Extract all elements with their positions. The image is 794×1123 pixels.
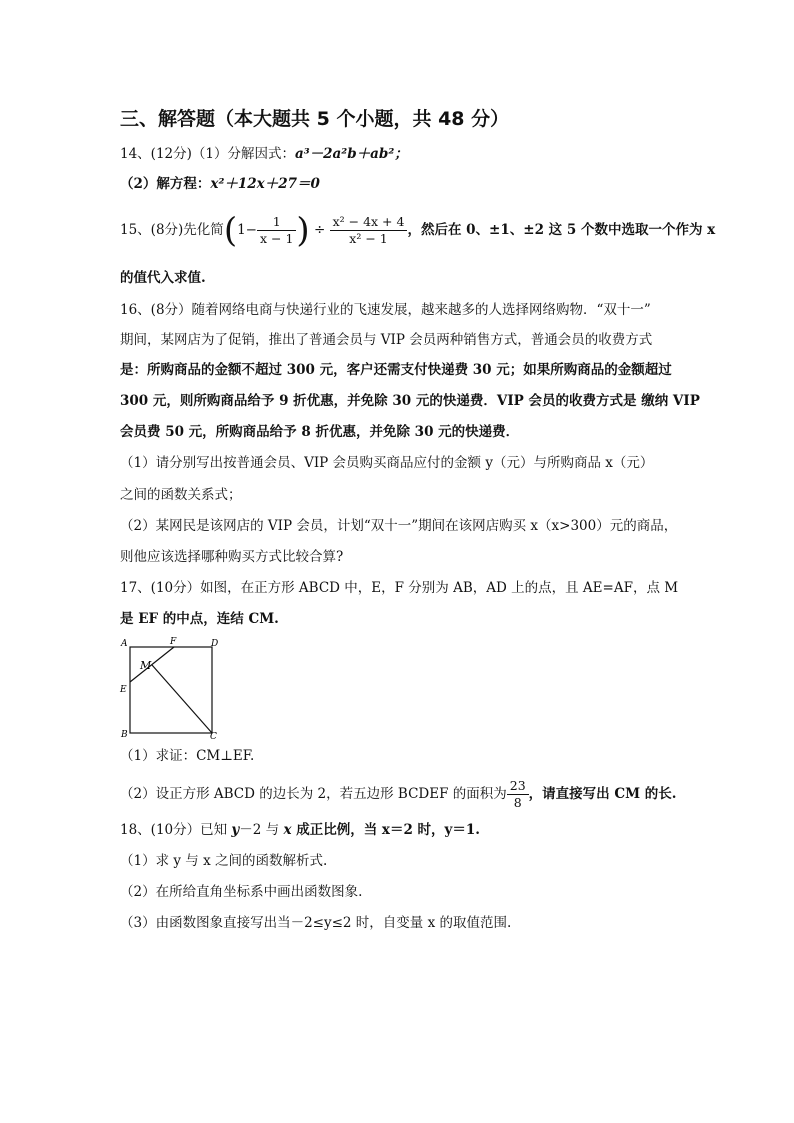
- q17-part2: [120, 774, 676, 814]
- q18-post: 成正比例，当 x＝2 时，y＝1.: [291, 822, 480, 838]
- q15-line2: 的值代入求值.: [120, 270, 206, 286]
- section-title: 三、解答题（本大题共 5 个小题，共 48 分）: [120, 108, 510, 130]
- q17-fraction-numerator: 23: [507, 778, 529, 795]
- q16-line: 会员费 50 元，所购商品给予 8 折优惠，并免除 30 元的快递费．: [120, 424, 520, 440]
- q16-line: 是：所购商品的金额不超过 300 元，客户还需支付快递费 30 元；如果所购商品的金额超过: [120, 362, 672, 378]
- q17-part2-pre: （2）设正方形 ABCD 的边长为 2，若五边形 BCDEF 的面积为: [120, 786, 507, 802]
- q16-line: 之间的函数关系式；: [120, 487, 242, 503]
- q18-pre: 18、(10分）已知: [120, 822, 232, 838]
- q14-line1: [120, 144, 408, 164]
- q18-y: y: [231, 822, 240, 838]
- q18-part2: （2）在所给直角坐标系中画出函数图象.: [120, 884, 363, 900]
- q16-line: 16、(8分）随着网络电商与快递行业的飞速发展，越来越多的人选择网络购物．“双十一”: [120, 302, 651, 318]
- q17-part1: （1）求证：CM⊥EF.: [120, 748, 255, 764]
- q15-line1: [120, 208, 715, 252]
- fraction-2-denominator: x² − 1: [349, 231, 388, 246]
- q15-fraction-1: [257, 214, 296, 247]
- fraction-1-denominator: x − 1: [259, 231, 294, 246]
- q16-line: 则他应该选择哪种购买方式比较合算?: [120, 549, 344, 565]
- fraction-2-numerator: x² − 4x + 4: [330, 214, 408, 231]
- label-c: C: [210, 732, 217, 740]
- q16-line: 期间，某网店为了促销，推出了普通会员与 VIP 会员两种销售方式，普通会员的收费方式: [120, 332, 653, 348]
- fraction-1-numerator: 1: [257, 214, 296, 231]
- q15-one: 1: [237, 222, 246, 238]
- q14-line2: [120, 174, 320, 194]
- q18-x: x: [283, 822, 292, 838]
- q15-divide: ÷: [313, 222, 326, 238]
- q17-part2-post: ，请直接写出 CM 的长.: [528, 786, 677, 802]
- q17-fraction: [507, 778, 529, 811]
- label-e: E: [120, 685, 127, 695]
- q18-mid: －2 与: [239, 822, 284, 838]
- label-f: F: [170, 637, 177, 647]
- q15-minus: −: [245, 222, 257, 238]
- q14-part2-label: （2）解方程：: [120, 176, 211, 192]
- label-d: D: [211, 639, 218, 649]
- left-paren: (: [223, 210, 238, 251]
- q15-fraction-2: [330, 214, 408, 247]
- q15-head: 15、(8分)先化简: [120, 222, 224, 238]
- q18-line1: [120, 820, 480, 840]
- q18-part1: （1）求 y 与 x 之间的函数解析式.: [120, 853, 328, 869]
- label-b: B: [121, 730, 128, 740]
- q14-equation: x²＋12x＋27＝0: [210, 176, 320, 192]
- square-figure: [118, 636, 218, 740]
- right-paren: ): [296, 210, 310, 251]
- q14-expression: a³－2a²b＋ab²；: [294, 146, 408, 162]
- label-a: A: [121, 639, 128, 649]
- q17-fraction-denominator: 8: [513, 795, 522, 810]
- segment-ef: [130, 647, 174, 682]
- label-m: M: [140, 659, 152, 672]
- q16-line: 300 元，则所购商品给予 9 折优惠，并免除 30 元的快递费．VIP 会员的收费方式是 缴纳 VIP: [120, 393, 700, 409]
- q16-line: （2）某网民是该网店的 VIP 会员，计划“双十一”期间在该网店购买 x（x>300）元的商品，: [120, 518, 678, 534]
- q17-line1: 17、(10分）如图，在正方形 ABCD 中，E，F 分别为 AB，AD 上的点，且 AE=AF，点 M: [120, 580, 679, 596]
- q16-line: （1）请分别写出按普通会员、VIP 会员购买商品应付的金额 y（元）与所购商品 x（元）: [120, 455, 654, 471]
- q15-tail: ，然后在 0、±1、±2 这 5 个数中选取一个作为 x: [407, 222, 716, 238]
- q14-head: 14、(12分)（1）分解因式：: [120, 146, 295, 162]
- q17-line2: 是 EF 的中点，连结 CM.: [120, 611, 279, 627]
- q18-part3: （3）由函数图象直接写出当－2≤y≤2 时，自变量 x 的取值范围.: [120, 915, 512, 931]
- segment-cm: [152, 665, 212, 733]
